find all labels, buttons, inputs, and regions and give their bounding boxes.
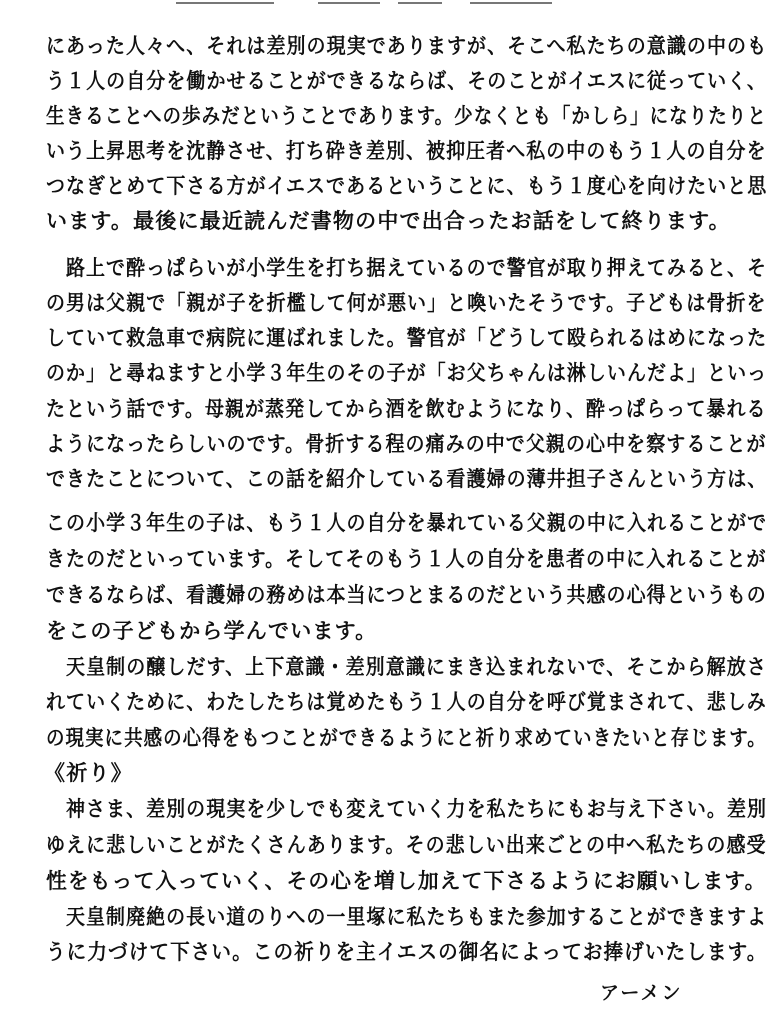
text-line: いう上昇思考を沈静させ、打ち砕き差別、被抑圧者へ私の中のもう１人の自分を xyxy=(46,139,767,163)
text-line: をこの子どもから学んでいます。 xyxy=(46,619,378,643)
text-line: していて救急車で病院に運ばれました。警官が「どうして殴られるはめになった xyxy=(46,326,768,350)
text-line: 天皇制廃絶の長い道のりへの一里塚に私たちもまた参加することができますよ xyxy=(66,905,768,929)
text-line: ゆえに悲しいことがたくさんあります。その悲しい出来ごとの中へ私たちの感受 xyxy=(46,833,767,857)
text-line: きたのだといっています。そしてそのもう１人の自分を患者の中に入れることが xyxy=(46,547,767,571)
top-scan-rule xyxy=(176,2,274,4)
text-line: のか」と尋ねますと小学３年生のその子が「お父ちゃんは淋しいんだよ」といっ xyxy=(46,361,768,385)
text-line: うに力づけて下さい。この祈りを主イエスの御名によってお捧げいたします。 xyxy=(46,940,768,964)
text-line: の男は父親で「親が子を折檻して何が悪い」と喚いたそうです。子どもは骨折を xyxy=(46,291,767,315)
text-line: にあった人々へ、それは差別の現実でありますが、そこへ私たちの意識の中のも xyxy=(46,34,768,58)
text-line: ようになったらしいのです。骨折する程の痛みの中で父親の心中を察することが xyxy=(46,432,767,456)
closing-amen: アーメン xyxy=(600,982,683,1004)
text-line: たという話です。母親が蒸発してから酒を飲むようになり、酔っぱらって暴れる xyxy=(46,397,767,421)
text-line: う１人の自分を働かせることができるならば、そのことがイエスに従っていく、 xyxy=(46,69,767,93)
top-scan-rule xyxy=(318,2,380,4)
text-line: 性をもって入っていく、その心を増し加えて下さるようにお願いします。 xyxy=(46,869,767,893)
text-line: この小学３年生の子は、もう１人の自分を暴れている父親の中に入れることがで xyxy=(46,511,768,535)
text-line: 神さま、差別の現実を少しでも変えていく力を私たちにもお与え下さい。差別 xyxy=(66,797,768,821)
text-line: できたことについて、この話を紹介している看護婦の薄井担子さんという方は、 xyxy=(46,467,768,491)
top-scan-rule xyxy=(470,2,552,4)
text-line: れていくために、わたしたちは覚めたもう１人の自分を呼び覚まされて、悲しみ xyxy=(46,690,767,714)
text-line: できるならば、看護婦の務めは本当につとまるのだという共感の心得というもの xyxy=(46,583,767,607)
text-line: 天皇制の醸しだす、上下意識・差別意識にまき込まれないで、そこから解放さ xyxy=(66,655,767,679)
prayer-heading: 《祈り》 xyxy=(44,761,133,785)
top-scan-rule xyxy=(398,2,442,4)
text-line: 生きることへの歩みだということであります。少なくとも「かしら」になりたりと xyxy=(46,104,767,128)
text-line: 路上で酔っぱらいが小学生を打ち据えているので警官が取り押えてみると、そ xyxy=(66,256,768,280)
text-line: つなぎとめて下さる方がイエスであるということに、もう１度心を向けたいと思 xyxy=(46,174,768,198)
text-line: の現実に共感の心得をもつことができるようにと祈り求めていきたいと存じます。 xyxy=(46,726,767,750)
text-line: います。最後に最近読んだ書物の中で出合ったお話をして終ります。 xyxy=(46,209,731,233)
